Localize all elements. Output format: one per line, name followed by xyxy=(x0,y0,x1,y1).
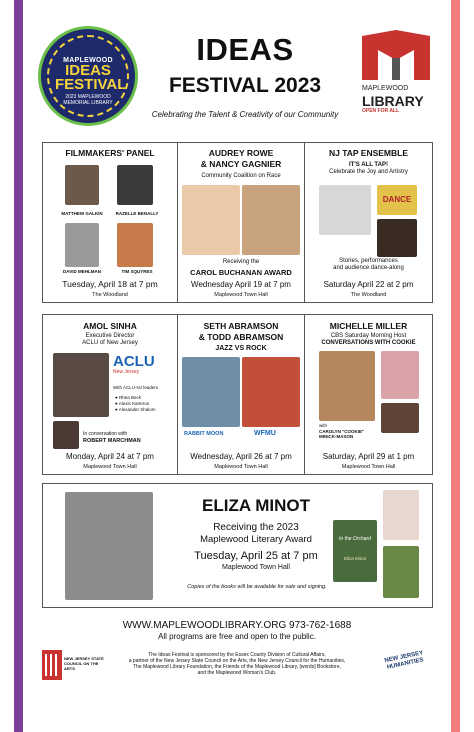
event-desc-line1: Stories, performances xyxy=(339,258,398,264)
featured-name: ELIZA MINOT xyxy=(202,496,310,515)
event-venue: Maplewood Town Hall xyxy=(83,464,137,470)
person-name: TIM SQUYRES xyxy=(121,269,153,274)
book-cover xyxy=(381,351,419,399)
event-heading: NJ TAP ENSEMBLE xyxy=(328,148,409,158)
with-intro: with xyxy=(319,423,328,428)
aclu-logo-sub: New Jersey xyxy=(113,369,140,375)
featured-venue: Maplewood Town Hall xyxy=(222,564,290,571)
featured-date: Tuesday, April 25 at 7 pm xyxy=(194,550,318,562)
event-heading: FILMMAKERS' PANEL xyxy=(65,148,155,158)
photo-razelle-benally xyxy=(117,165,153,205)
person-name: MATTHEW GALKIN xyxy=(61,211,103,216)
event-date: Tuesday, April 18 at 7 pm xyxy=(62,279,158,289)
sponsor-wfmu: WFMU xyxy=(254,430,276,437)
photo-todd-abramson xyxy=(242,357,300,427)
page-title-line1: IDEAS xyxy=(196,32,294,67)
featured-line1: Receiving the 2023 xyxy=(213,522,299,533)
conversation-intro: In conversation with xyxy=(83,431,128,437)
featured-note: Copies of the books will be available for sale and signing. xyxy=(187,584,327,590)
photo-michelle-miller xyxy=(319,351,375,421)
sponsor-line3: The Maplewood Library Foundation, the Friends of the Maplewood Library, [words] Bookstore, xyxy=(133,664,341,670)
aclu-logo: ACLU xyxy=(113,353,155,370)
event-card-amol-sinha xyxy=(42,314,178,475)
leader-name: ● Alexis Karteron xyxy=(115,401,150,406)
book-cover xyxy=(383,546,419,598)
event-card-michelle-miller xyxy=(304,314,433,475)
event-venue: The Woodland xyxy=(350,292,387,298)
leaders-intro: With ACLU-NJ leaders xyxy=(113,385,159,390)
conversation-name: ROBERT MARCHMAN xyxy=(83,438,141,444)
event-card-nj-tap xyxy=(304,142,433,303)
library-name-top: MAPLEWOOD xyxy=(362,85,409,92)
contact-line: WWW.MAPLEWOODLIBRARY.ORG 973-762-1688 xyxy=(122,620,352,631)
event-subtitle-line2: ACLU of New Jersey xyxy=(82,340,138,346)
book-title: In the Orchard xyxy=(339,536,371,542)
event-subtitle: CBS Saturday Morning Host xyxy=(330,333,407,339)
library-logo-icon xyxy=(362,30,430,80)
photo-nancy-gagnier xyxy=(242,185,300,255)
event-heading: MICHELLE MILLER xyxy=(329,321,408,331)
photo-tim-squyres xyxy=(117,223,153,267)
badge-line2a: IDEAS xyxy=(65,62,111,79)
book-cover xyxy=(383,490,419,540)
event-subtitle-line2: Celebrate the Joy and Artistry xyxy=(329,169,408,175)
event-subtitle-line1: IT'S ALL TAP! xyxy=(349,162,388,168)
photo-seth-abramson xyxy=(182,357,240,427)
event-subtitle: JAZZ VS ROCK xyxy=(215,345,267,352)
event-heading-line1: AUDREY ROWE xyxy=(208,148,274,158)
leader-name: ● Alexander Shalom xyxy=(115,407,156,412)
leader-name: ● Rhea Beck xyxy=(115,395,141,400)
event-date: Saturday April 22 at 2 pm xyxy=(323,280,414,289)
event-subtitle2: CONVERSATIONS WITH COOKIE xyxy=(321,340,416,346)
photo-robert-marchman xyxy=(53,421,79,449)
featured-line2: Maplewood Literary Award xyxy=(200,534,312,545)
award-name: CAROL BUCHANAN AWARD xyxy=(190,268,292,277)
event-date: Wednesday, April 26 at 7 pm xyxy=(190,452,292,461)
award-intro: Receiving the xyxy=(222,259,260,265)
event-card-rowe-gagnier xyxy=(177,142,305,303)
photo-tap-dancers xyxy=(319,185,371,235)
badge-line2b: FESTIVAL xyxy=(55,76,127,93)
poster-dance xyxy=(377,185,417,215)
photo-david-mehlman xyxy=(65,223,99,267)
event-heading-line1: SETH ABRAMSON xyxy=(203,321,279,331)
event-date: Monday, April 24 at 7 pm xyxy=(66,452,154,461)
event-venue: Maplewood Town Hall xyxy=(214,464,268,470)
badge-line3: 2023 MAPLEWOOD MEMORIAL LIBRARY xyxy=(63,94,113,106)
poster-text: DANCE xyxy=(382,195,412,204)
photo-cookie-minick-mason xyxy=(381,403,419,433)
photo-audrey-rowe xyxy=(182,185,240,255)
person-name: DAVID MEHLMAN xyxy=(63,269,101,274)
page-title-line2: FESTIVAL 2023 xyxy=(168,74,322,97)
badge-line1: MAPLEWOOD xyxy=(63,57,113,64)
sponsor-rabbit-moon: RABBIT MOON xyxy=(184,431,224,437)
library-name: LIBRARY xyxy=(362,93,424,109)
event-heading: AMOL SINHA xyxy=(83,321,137,331)
sponsor-line4: and the Maplewood Woman's Club. xyxy=(197,670,277,676)
event-venue: The Woodland xyxy=(92,292,128,298)
free-programs-line: All programs are free and open to the public. xyxy=(158,632,316,641)
photo-matthew-galkin xyxy=(65,165,99,205)
event-heading-line2: & NANCY GAGNIER xyxy=(200,159,282,169)
featured-event-eliza-minot xyxy=(42,483,433,608)
tagline: Celebrating the Talent & Creativity of our Community xyxy=(151,110,339,119)
photo-eliza-minot xyxy=(65,492,153,600)
logo-left-text: NEW JERSEY STATE COUNCIL ON THE ARTS xyxy=(64,656,104,671)
library-slogan: OPEN FOR ALL xyxy=(362,108,400,114)
logo-right-text: NEW JERSEY HUMANITIES xyxy=(384,650,425,671)
book-cover-in-the-orchard xyxy=(333,520,377,582)
event-desc-line2: and audience dance-along xyxy=(333,265,404,271)
person-name: RAZELLE BENALLY xyxy=(115,211,159,216)
sponsor-line1: The Ideas Festival is sponsored by the Essex County Division of Cultural Affairs, xyxy=(148,652,326,658)
event-venue: Maplewood Town Hall xyxy=(214,292,268,298)
event-subtitle-line1: Executive Director xyxy=(85,333,135,339)
event-date: Saturday, April 29 at 1 pm xyxy=(322,452,415,461)
event-card-abramson xyxy=(177,314,305,475)
event-heading-line2: & TODD ABRAMSON xyxy=(198,332,284,342)
event-card-filmmakers xyxy=(42,142,178,303)
book-author: Eliza Minot xyxy=(343,556,366,561)
event-venue: Maplewood Town Hall xyxy=(341,464,396,470)
event-date: Wednesday April 19 at 7 pm xyxy=(191,280,291,289)
event-subtitle: Community Coalition on Race xyxy=(201,173,281,179)
photo-amol-sinha xyxy=(53,353,109,417)
sponsor-line2: a partner of the New Jersey State Council on the Arts, the New Jersey Council for the Humanities, xyxy=(128,658,346,664)
photo-dancer xyxy=(377,219,417,257)
with-name: CAROLYN "COOKIE" MINICK-MASON xyxy=(319,429,365,439)
